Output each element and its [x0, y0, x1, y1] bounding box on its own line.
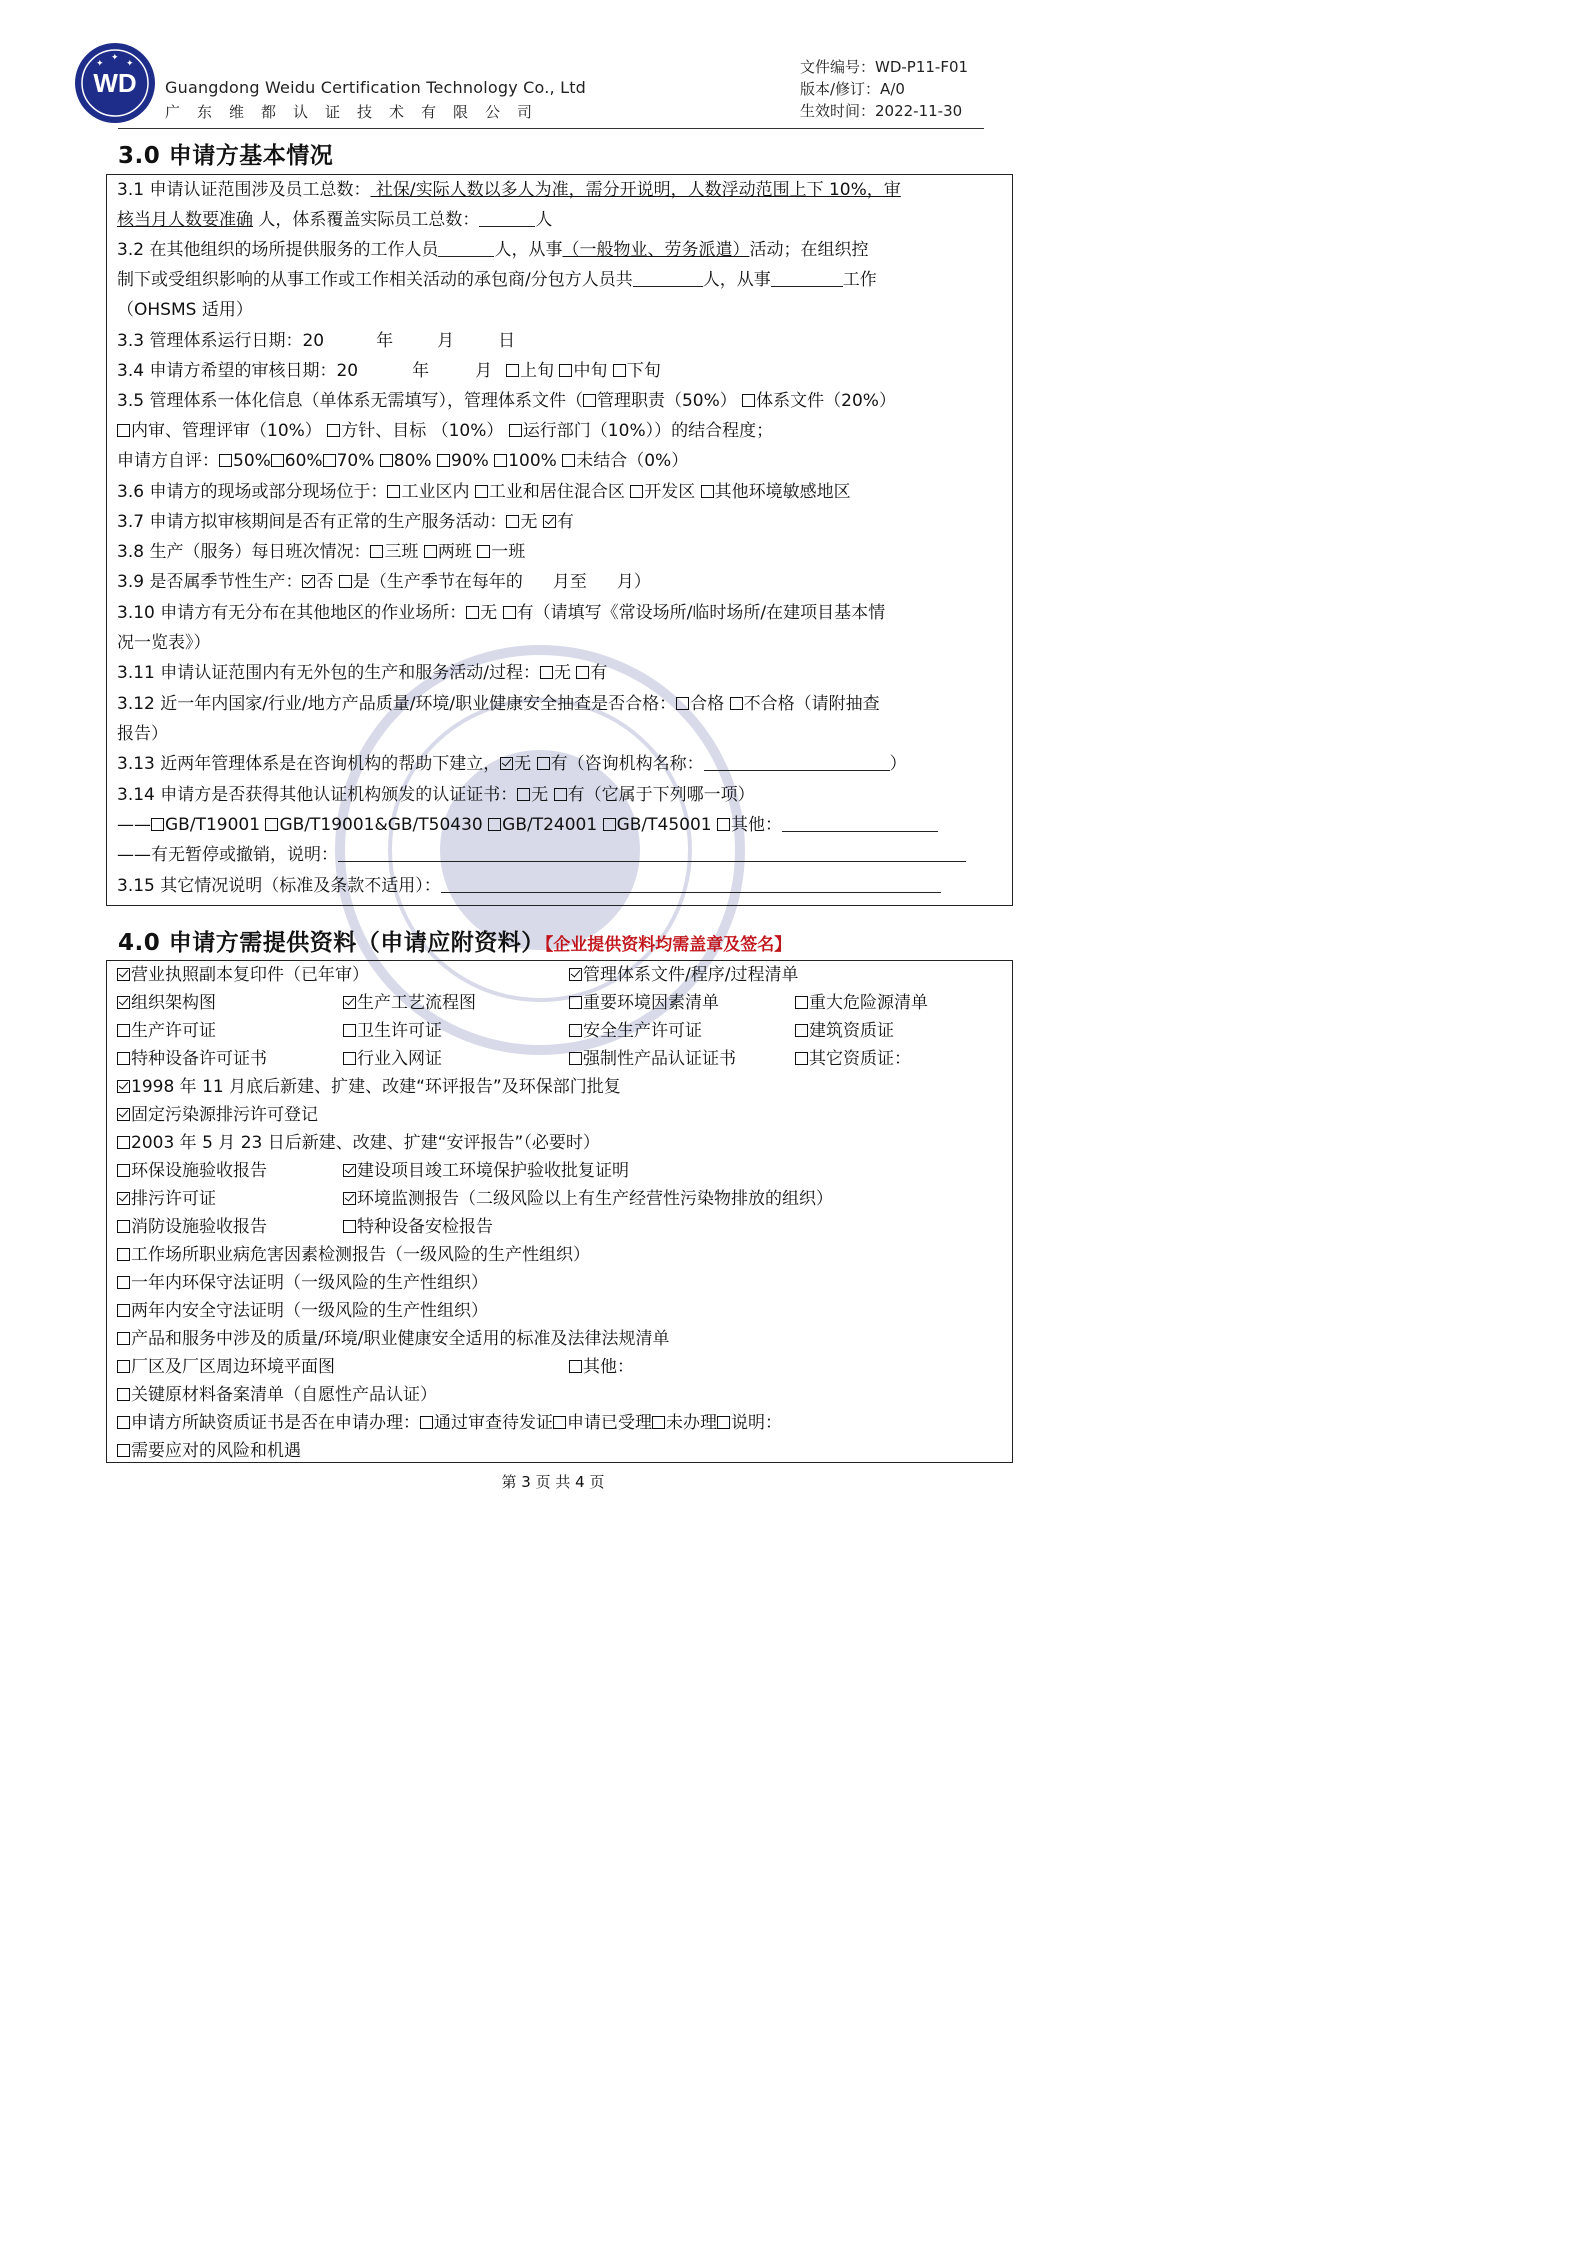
q3-14-suspension: ——有无暂停或撤销，说明：	[117, 840, 966, 870]
q3-14-standards: —— GB/T19001 GB/T19001&GB/T50430 GB/T24001 GB/T45001 其他：	[117, 810, 938, 840]
outsource-no-checkbox[interactable]	[540, 666, 553, 679]
q3-2-line1: 3.2 在其他组织的场所提供服务的工作人员 人，从事（一般物业、劳务派遣）活动；在组织控	[117, 240, 869, 260]
mgmt-duty-checkbox[interactable]	[583, 394, 596, 407]
company-name-en: Guangdong Weidu Certification Technology Co., Ltd	[165, 78, 587, 97]
activity-no-checkbox[interactable]	[506, 515, 519, 528]
q3-14: 3.14 申请方是否获得其他认证机构颁发的认证证书： 无 有（它属于下列哪一项）	[117, 785, 755, 805]
material-item[interactable]: 排污许可证	[117, 1185, 216, 1213]
q3-2-line2: 制下或受组织影响的从事工作或工作相关活动的承包商/分包方人员共 人，从事 工作	[117, 270, 877, 290]
q3-10-line1: 3.10 申请方有无分布在其他地区的作业场所： 无 有（请填写《常设场所/临时场所/在建项目基本情	[117, 603, 886, 623]
internal-audit-checkbox[interactable]	[117, 424, 130, 437]
svg-text:WD: WD	[93, 68, 137, 98]
employee-count-field[interactable]	[479, 208, 535, 227]
other-cert-no-checkbox[interactable]	[517, 788, 530, 801]
material-item[interactable]: 需要应对的风险和机遇	[117, 1437, 301, 1465]
q3-4: 3.4 申请方希望的审核日期：20 年 月 上旬 中旬 下旬	[117, 361, 661, 381]
q3-9: 3.9 是否属季节性生产： 否 是（生产季节在每年的 月至 月）	[117, 572, 651, 592]
seasonal-yes-checkbox[interactable]	[339, 575, 352, 588]
q3-3: 3.3 管理体系运行日期：20 年 月 日	[117, 331, 516, 351]
material-item[interactable]: 关键原材料备案清单（自愿性产品认证）	[117, 1381, 437, 1409]
q3-1-line1: 3.1 申请认证范围涉及员工总数： 社保/实际人数以多人为准，需分开说明，人数浮动范围上下 10%，审	[117, 180, 901, 200]
material-item[interactable]: 组织架构图	[117, 989, 216, 1017]
two-shift-checkbox[interactable]	[424, 545, 437, 558]
other-standard-field[interactable]	[782, 813, 938, 832]
dev-zone-checkbox[interactable]	[630, 485, 643, 498]
page-number: 第 3 页 共 4 页	[501, 1473, 605, 1491]
material-item[interactable]: 一年内环保守法证明（一级风险的生产性组织）	[117, 1269, 488, 1297]
material-item[interactable]: 特种设备许可证书	[117, 1045, 267, 1073]
material-item[interactable]: 管理体系文件/程序/过程清单	[569, 961, 798, 989]
material-item[interactable]: 环保设施验收报告	[117, 1157, 267, 1185]
industrial-zone-checkbox[interactable]	[387, 485, 400, 498]
material-item[interactable]: 生产许可证	[117, 1017, 216, 1045]
section-4-note: 【企业提供资料均需盖章及签名】	[544, 935, 792, 955]
material-item[interactable]: 行业入网证	[343, 1045, 442, 1073]
material-item[interactable]: 重大危险源清单	[795, 989, 928, 1017]
header-divider	[118, 128, 984, 129]
q3-10-line2: 况一览表》）	[117, 633, 211, 653]
svg-text:✦: ✦	[111, 53, 119, 63]
document-info	[800, 56, 968, 122]
q3-15: 3.15 其它情况说明（标准及条款不适用）：	[117, 871, 941, 901]
other-sites-no-checkbox[interactable]	[466, 606, 479, 619]
material-item[interactable]: 安全生产许可证	[569, 1017, 702, 1045]
material-item[interactable]: 特种设备安检报告	[343, 1213, 493, 1241]
contractor-count-field[interactable]	[633, 268, 703, 287]
material-item[interactable]: 2003 年 5 月 23 日后新建、改建、扩建“安评报告”（必要时）	[117, 1129, 600, 1157]
material-item[interactable]: 其它资质证：	[795, 1045, 911, 1073]
operation-dept-checkbox[interactable]	[509, 424, 522, 437]
section-4-box	[106, 960, 1013, 1463]
material-item[interactable]: 厂区及厂区周边环境平面图	[117, 1353, 335, 1381]
company-logo	[74, 42, 156, 124]
consultancy-yes-checkbox[interactable]	[537, 757, 550, 770]
document-number: 文件编号：WD-P11-F01	[800, 58, 969, 76]
q3-6: 3.6 申请方的现场或部分现场位于： 工业区内 工业和居住混合区 开发区 其他环境敏感地区	[117, 482, 851, 502]
material-item[interactable]: 建筑资质证	[795, 1017, 894, 1045]
section-4-title: 4.0 申请方需提供资料（申请应附资料）	[118, 930, 545, 956]
q3-12-line2: 报告）	[117, 724, 168, 744]
policy-objective-checkbox[interactable]	[327, 424, 340, 437]
q3-11: 3.11 申请认证范围内有无外包的生产和服务活动/过程： 无 有	[117, 663, 608, 683]
material-item[interactable]: 1998 年 11 月底后新建、扩建、改建“环评报告”及环保部门批复	[117, 1073, 621, 1101]
late-month-checkbox[interactable]	[613, 364, 626, 377]
eval-80-checkbox[interactable]	[380, 454, 393, 467]
seasonal-no-checkbox[interactable]	[302, 575, 315, 588]
other-sites-yes-checkbox[interactable]	[503, 606, 516, 619]
one-shift-checkbox[interactable]	[477, 545, 490, 558]
material-item[interactable]: 两年内安全守法证明（一级风险的生产性组织）	[117, 1297, 488, 1325]
effective-date: 生效时间：2022-11-30	[800, 102, 963, 120]
material-item-qualification: 申请方所缺资质证书是否在申请办理： 通过审查待发证 申请已受理 未办理 说明：	[117, 1409, 782, 1437]
q3-2-line3: （OHSMS 适用）	[117, 300, 253, 320]
other-cert-yes-checkbox[interactable]	[554, 788, 567, 801]
material-item[interactable]: 环境监测报告（二级风险以上有生产经营性污染物排放的组织）	[343, 1185, 833, 1213]
suspension-note-field[interactable]	[338, 843, 966, 862]
section-3-title: 3.0 申请方基本情况	[118, 143, 334, 169]
svg-text:✦: ✦	[96, 59, 104, 69]
q3-12-line1: 3.12 近一年内国家/行业/地方产品质量/环境/职业健康安全抽查是否合格： 合格 不合格（请附抽查	[117, 694, 880, 714]
eval-100-checkbox[interactable]	[494, 454, 507, 467]
other-standard-checkbox[interactable]	[717, 818, 730, 831]
q3-1-line2: 核当月人数要准确 人，体系覆盖实际员工总数： 人	[117, 210, 553, 230]
q3-5-self-eval: 申请方自评： 50% 60% 70% 80% 90% 100% 未结合（0%）	[117, 451, 689, 471]
eval-50-checkbox[interactable]	[219, 454, 232, 467]
early-month-checkbox[interactable]	[506, 364, 519, 377]
material-item[interactable]: 强制性产品认证证书	[569, 1045, 736, 1073]
activity-yes-checkbox[interactable]	[543, 515, 556, 528]
section-3-box	[106, 174, 1013, 906]
consultancy-no-checkbox[interactable]	[500, 757, 513, 770]
gb19001-50430-checkbox[interactable]	[265, 818, 278, 831]
q3-5-line2: 内审、管理评审（10%） 方针、目标 （10%） 运行部门（10%））的结合程度；	[117, 416, 773, 446]
service-staff-field[interactable]	[438, 238, 494, 257]
document-version: 版本/修订：A/0	[800, 80, 905, 98]
mid-month-checkbox[interactable]	[559, 364, 572, 377]
company-name-cn: 广东维都认证技术有限公司	[165, 103, 550, 121]
gb24001-checkbox[interactable]	[488, 818, 501, 831]
eval-none-checkbox[interactable]	[562, 454, 575, 467]
inspection-pass-checkbox[interactable]	[676, 697, 689, 710]
q3-13: 3.13 近两年管理体系是在咨询机构的帮助下建立， 无 有（咨询机构名称： ）	[117, 754, 907, 774]
material-item[interactable]: 产品和服务中涉及的质量/环境/职业健康安全适用的标准及法律法规清单	[117, 1325, 669, 1353]
q3-8: 3.8 生产（服务）每日班次情况： 三班 两班 一班	[117, 542, 526, 562]
gb19001-checkbox[interactable]	[151, 818, 164, 831]
material-item[interactable]: 固定污染源排污许可登记	[117, 1101, 318, 1129]
svg-text:✦: ✦	[126, 59, 134, 69]
inspection-fail-checkbox[interactable]	[730, 697, 743, 710]
material-item[interactable]: 生产工艺流程图	[343, 989, 476, 1017]
material-item[interactable]: 营业执照副本复印件（已年审）	[117, 961, 369, 989]
outsource-yes-checkbox[interactable]	[576, 666, 589, 679]
other-notes-field[interactable]	[441, 874, 941, 893]
eval-70-checkbox[interactable]	[323, 454, 336, 467]
three-shift-checkbox[interactable]	[370, 545, 383, 558]
eval-90-checkbox[interactable]	[437, 454, 450, 467]
contractor-work-field[interactable]	[771, 268, 843, 287]
q3-7: 3.7 申请方拟审核期间是否有正常的生产服务活动： 无 有	[117, 512, 574, 532]
material-item[interactable]: 工作场所职业病危害因素检测报告（一级风险的生产性组织）	[117, 1241, 590, 1269]
material-item[interactable]: 其他：	[569, 1353, 634, 1381]
material-item[interactable]: 重要环境因素清单	[569, 989, 719, 1017]
material-item[interactable]: 消防设施验收报告	[117, 1213, 267, 1241]
material-item[interactable]: 建设项目竣工环境保护验收批复证明	[343, 1157, 629, 1185]
q3-5-line1: 3.5 管理体系一体化信息（单体系无需填写），管理体系文件（ 管理职责（50%） 体系文件（20%）	[117, 391, 896, 411]
section-4-heading	[118, 924, 791, 957]
mixed-zone-checkbox[interactable]	[475, 485, 488, 498]
consultancy-name-field[interactable]	[704, 752, 890, 771]
sensitive-zone-checkbox[interactable]	[701, 485, 714, 498]
material-item[interactable]: 卫生许可证	[343, 1017, 442, 1045]
eval-60-checkbox[interactable]	[271, 454, 284, 467]
gb45001-checkbox[interactable]	[603, 818, 616, 831]
system-doc-checkbox[interactable]	[742, 394, 755, 407]
